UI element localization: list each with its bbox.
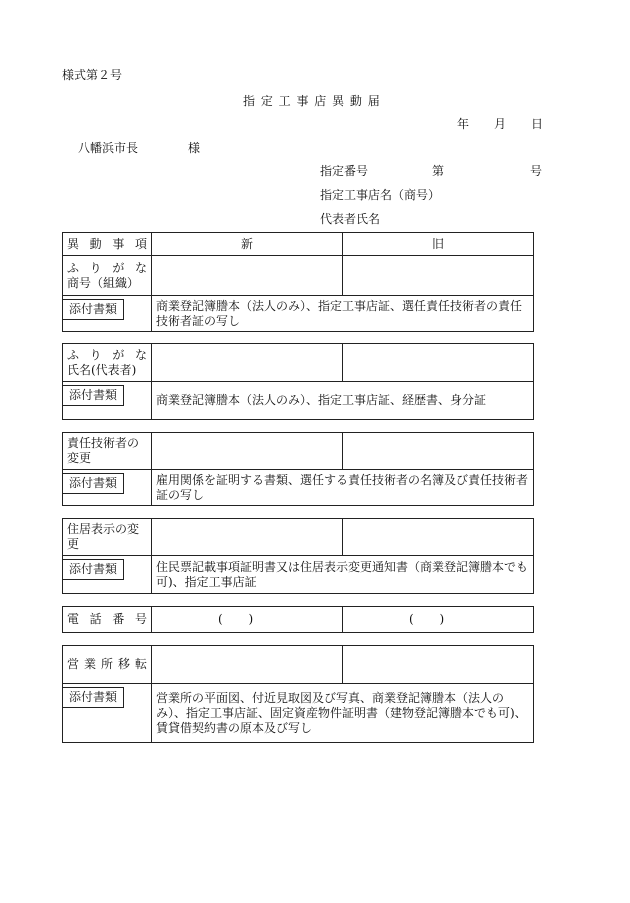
rep-label: 氏名(代表者) — [67, 362, 137, 377]
representative-label: 代表者氏名 — [320, 212, 381, 226]
block-phone — [62, 606, 534, 633]
office-label-cell — [63, 646, 152, 684]
tech-new-field[interactable] — [152, 433, 343, 470]
attach-label: 添付書類 — [62, 385, 124, 406]
trade-name-old-field[interactable] — [343, 256, 534, 296]
addressee-name: 八幡浜市長 — [78, 141, 139, 155]
attach-label-cell — [63, 684, 152, 743]
designation-dai: 第 — [432, 164, 445, 178]
rep-new-field[interactable] — [152, 344, 343, 382]
header-new: 新 — [152, 233, 343, 256]
date-day: 日 — [531, 117, 544, 131]
block-representative — [62, 343, 534, 420]
trade-name-furigana: ふ り が な — [67, 260, 147, 275]
date-month: 月 — [494, 117, 507, 131]
block-trade-name — [62, 232, 534, 332]
addr-label: 住居表示の変更 — [63, 519, 152, 556]
header-item-cell — [63, 233, 152, 256]
phone-old-open-paren: ( — [409, 612, 414, 626]
phone-new-open-paren: ( — [218, 612, 223, 626]
phone-new-field[interactable] — [152, 607, 343, 633]
tech-attach-text: 雇用関係を証明する書類、選任する責任技術者の名簿及び責任技術者証の写し — [152, 470, 534, 506]
office-new-field[interactable] — [152, 646, 343, 684]
block-chief-engineer — [62, 432, 534, 506]
addressee-honorific: 様 — [188, 141, 201, 155]
attach-label: 添付書類 — [62, 687, 124, 708]
attach-label: 添付書類 — [62, 299, 124, 320]
designation-go: 号 — [530, 164, 543, 178]
form-number: 様式第２号 — [62, 68, 123, 82]
trade-name-attach-text: 商業登記簿謄本（法人のみ）、指定工事店証、選任責任技術者の責任技術者証の写し — [152, 296, 534, 332]
addr-new-field[interactable] — [152, 519, 343, 556]
tech-old-field[interactable] — [343, 433, 534, 470]
rep-furigana: ふ り が な — [67, 347, 147, 362]
attach-label-cell — [63, 470, 152, 506]
header-old: 旧 — [343, 233, 534, 256]
shop-name-label: 指定工事店名（商号） — [320, 188, 441, 202]
header-item: 異 動 事 項 — [67, 236, 147, 251]
addr-old-field[interactable] — [343, 519, 534, 556]
attach-label: 添付書類 — [62, 473, 124, 494]
block-office-relocation — [62, 645, 534, 743]
phone-label-cell — [63, 607, 152, 633]
attach-label-cell — [63, 296, 152, 332]
addr-attach-text: 住民票記載事項証明書又は住居表示変更通知書（商業登記簿謄本でも可)、指定工事店証 — [152, 556, 534, 594]
attach-label-cell — [63, 556, 152, 594]
rep-old-field[interactable] — [343, 344, 534, 382]
attach-label-cell — [63, 382, 152, 420]
designation-number-label: 指定番号 — [320, 164, 369, 178]
date-year: 年 — [457, 117, 470, 131]
office-attach-text: 営業所の平面図、付近見取図及び写真、商業登記簿謄本（法人のみ）、指定工事店証、固定資産物件証明書（建物登記簿謄本でも可)、賃貸借契約書の原本及び写し — [152, 684, 534, 743]
office-old-field[interactable] — [343, 646, 534, 684]
trade-name-label: 商号（組織） — [67, 275, 140, 290]
phone-new-close-paren: ) — [248, 612, 254, 626]
phone-label: 電 話 番 号 — [67, 612, 147, 626]
office-label: 営 業 所 移 転 — [67, 657, 147, 671]
phone-old-field[interactable] — [343, 607, 534, 633]
tech-label: 責任技術者の変更 — [63, 433, 152, 470]
attach-label: 添付書類 — [62, 559, 124, 580]
phone-old-close-paren: ) — [439, 612, 445, 626]
form-title: 指 定 工 事 店 異 動 届 — [243, 94, 381, 108]
trade-name-label-cell — [63, 256, 152, 296]
rep-attach-text: 商業登記簿謄本（法人のみ）、指定工事店証、経歴書、身分証 — [152, 382, 534, 420]
trade-name-new-field[interactable] — [152, 256, 343, 296]
block-address-display — [62, 518, 534, 594]
rep-label-cell — [63, 344, 152, 382]
